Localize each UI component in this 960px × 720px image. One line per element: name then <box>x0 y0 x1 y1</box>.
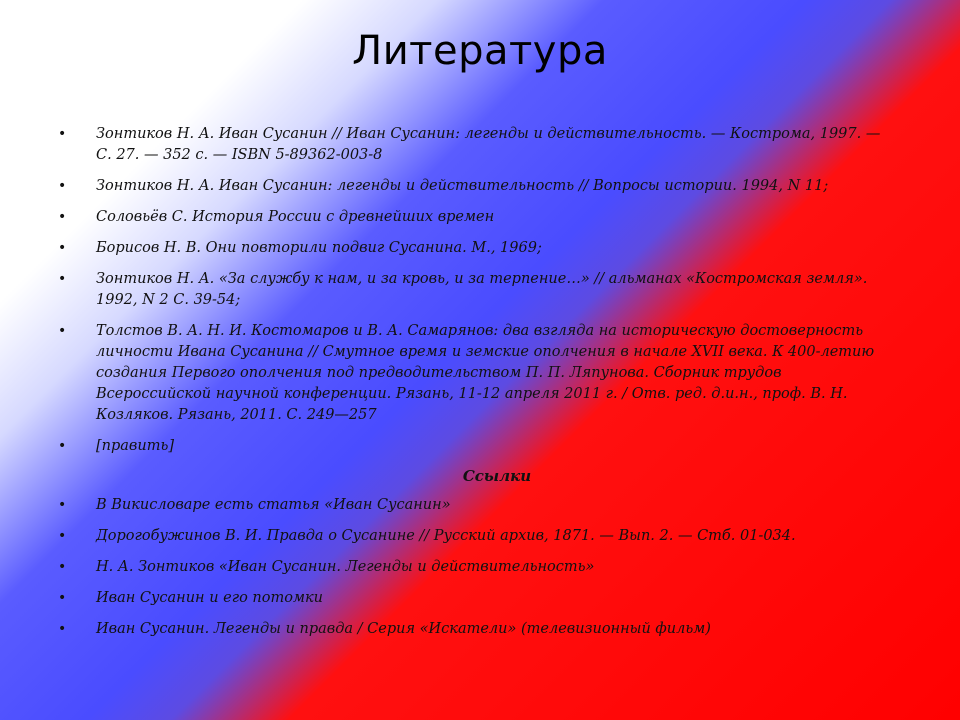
bullet-icon: • <box>58 126 67 142</box>
literature-item-text: Соловьёв С. История России с древнейших времен <box>96 209 495 225</box>
edit-link[interactable]: [править] <box>96 438 175 454</box>
bullet-icon: • <box>58 209 67 225</box>
links-heading: Ссылки <box>462 467 532 485</box>
bullet-icon: • <box>58 528 67 544</box>
literature-list <box>58 124 898 457</box>
bullet-icon: • <box>58 323 67 339</box>
link-item[interactable] <box>58 526 898 547</box>
bullet-icon: • <box>58 590 67 606</box>
link-item[interactable] <box>58 557 898 578</box>
link-text[interactable]: Иван Сусанин. Легенды и правда / Серия «Искатели» (телевизионный фильм) <box>96 621 711 637</box>
literature-item <box>58 124 898 166</box>
bullet-icon: • <box>58 178 67 194</box>
bullet-icon: • <box>58 240 67 256</box>
slide-content <box>58 124 898 650</box>
literature-item-text: Зонтиков Н. А. «За службу к нам, и за кровь, и за терпение…» // альманах «Костромская земля». 1992, N 2 С. 39-54; <box>96 271 868 308</box>
link-text[interactable]: В Викисловаре есть статья «Иван Сусанин» <box>96 497 451 513</box>
bullet-icon: • <box>58 621 67 637</box>
bullet-icon: • <box>58 271 67 287</box>
literature-item <box>58 207 898 228</box>
literature-item <box>58 176 898 197</box>
literature-item-text: Зонтиков Н. А. Иван Сусанин // Иван Сусанин: легенды и действительность. — Кострома, 1997. — С. 27. — 352 с. — ISBN 5-89362-003-8 <box>96 126 881 163</box>
bullet-icon: • <box>58 497 67 513</box>
link-text[interactable]: Н. А. Зонтиков «Иван Сусанин. Легенды и действительность» <box>96 559 595 575</box>
links-list <box>58 495 898 640</box>
link-text[interactable]: Дорогобужинов В. И. Правда о Сусанине // Русский архив, 1871. — Вып. 2. — Стб. 01-034. <box>96 528 796 544</box>
link-text[interactable]: Иван Сусанин и его потомки <box>96 590 323 606</box>
edit-link-item[interactable] <box>58 436 898 457</box>
literature-item-text: Борисов Н. В. Они повторили подвиг Сусанина. М., 1969; <box>96 240 542 256</box>
link-item[interactable] <box>58 619 898 640</box>
literature-item-text: Зонтиков Н. А. Иван Сусанин: легенды и действительность // Вопросы истории. 1994, N 11; <box>96 178 829 194</box>
literature-item-text: Толстов В. А. Н. И. Костомаров и В. А. Самарянов: два взгляда на историческую достоверность личности Ивана Сусанина // Смутное время и земские ополчения в начале XVII века. К 400-летию создания Первого ополчения под предводительством П. П. Ляпунова. Сборник трудов Всероссийской научной конференции. Рязань, 11-12 апреля 2011 г. / Отв. ред. д.и.н., проф. В. Н. Козляков. Рязань, 2011. С. 249—257 <box>96 323 875 423</box>
slide-title: Литература <box>352 28 608 74</box>
bullet-icon: • <box>58 559 67 575</box>
literature-item <box>58 269 898 311</box>
literature-item <box>58 321 898 426</box>
bullet-icon: • <box>58 438 67 454</box>
literature-item <box>58 238 898 259</box>
link-item[interactable] <box>58 588 898 609</box>
link-item[interactable] <box>58 495 898 516</box>
